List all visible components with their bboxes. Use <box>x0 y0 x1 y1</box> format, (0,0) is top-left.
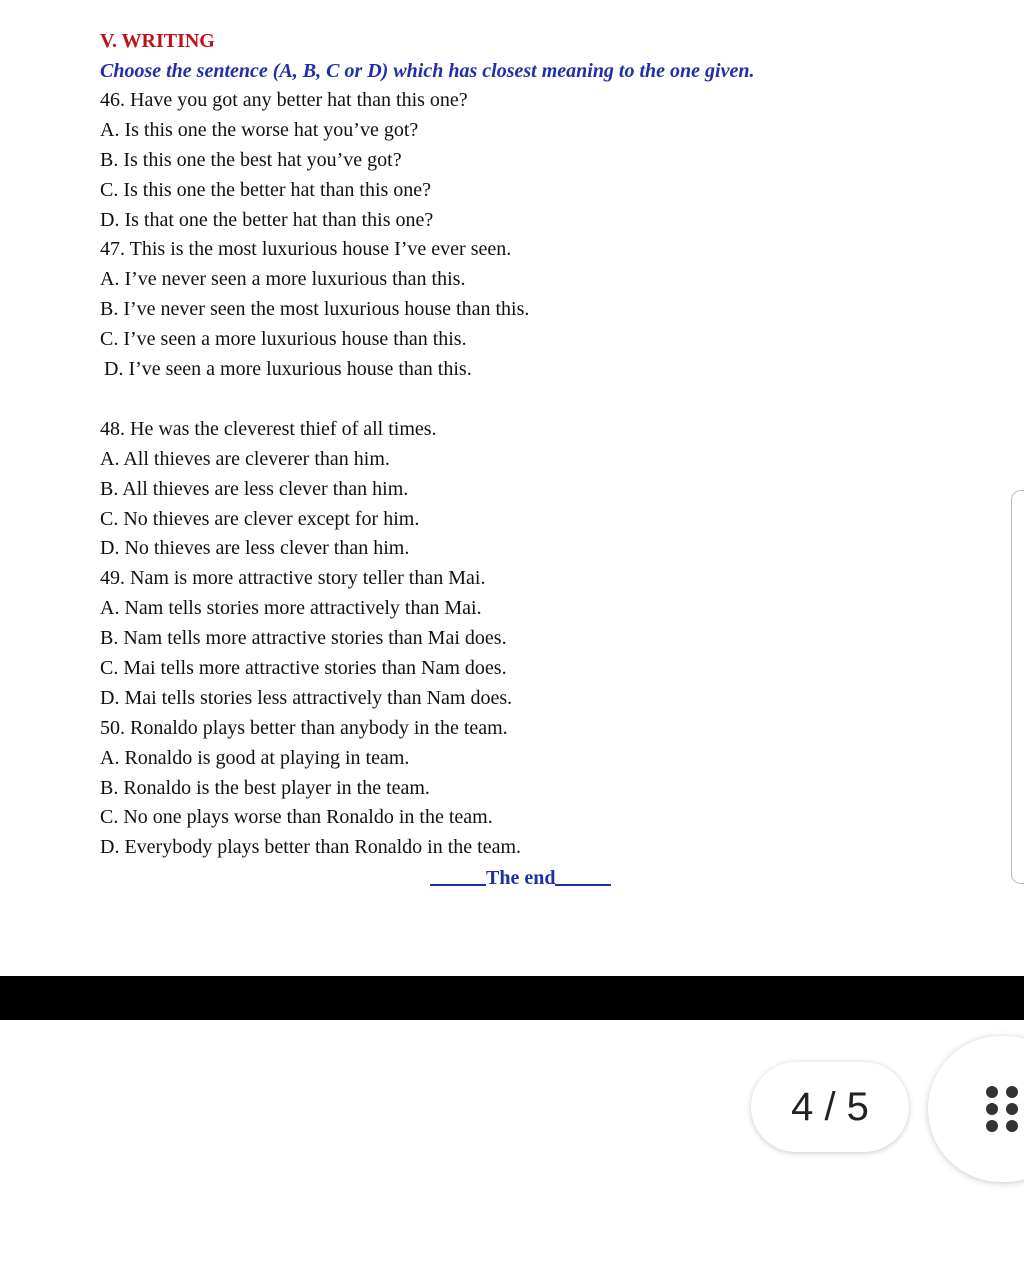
question-47-option-b: B. I’ve never seen the most luxurious house than this. <box>100 298 530 321</box>
section-title: V. WRITING <box>100 30 215 52</box>
grid-view-icon <box>986 1086 1018 1132</box>
question-48-option-d: D. No thieves are less clever than him. <box>100 537 410 560</box>
question-50-option-a: A. Ronaldo is good at playing in team. <box>100 746 410 769</box>
question-49-option-b: B. Nam tells more attractive stories than Mai does. <box>100 627 507 650</box>
page-indicator-text: 4 / 5 <box>791 1084 869 1129</box>
question-50-option-d: D. Everybody plays better than Ronaldo in the team. <box>100 836 522 859</box>
grid-dot <box>986 1120 998 1132</box>
question-46-stem: 46. Have you got any better hat than this one? <box>100 89 468 111</box>
end-rule-right <box>555 884 611 886</box>
question-48-stem: 48. He was the cleverest thief of all times. <box>100 417 437 440</box>
question-50-stem: 50. Ronaldo plays better than anybody in the team. <box>100 716 508 739</box>
side-panel-handle[interactable] <box>1011 490 1024 884</box>
question-46-option-d: D. Is that one the better hat than this one? <box>100 208 434 231</box>
question-46-option-b: B. Is this one the best hat you’ve got? <box>100 148 402 171</box>
page-separator-bar <box>0 976 1024 1020</box>
grid-dot <box>986 1103 998 1115</box>
instruction-text: Choose the sentence (A, B, C or D) which has closest meaning to the one given. <box>100 60 755 82</box>
question-46-option-c: C. Is this one the better hat than this one? <box>100 178 432 201</box>
the-end-footer <box>430 860 611 890</box>
question-49-option-d: D. Mai tells stories less attractively than Nam does. <box>100 686 513 709</box>
blank-gap <box>100 385 980 415</box>
the-end-text: The end <box>486 867 556 889</box>
question-50-option-b: B. Ronaldo is the best player in the team. <box>100 776 430 799</box>
question-47-option-c: C. I’ve seen a more luxurious house than this. <box>100 328 467 351</box>
question-48-option-b: B. All thieves are less clever than him. <box>100 477 409 500</box>
question-47-stem: 47. This is the most luxurious house I’ve ever seen. <box>100 238 512 261</box>
document-content <box>100 26 980 863</box>
page-indicator[interactable] <box>751 1062 909 1152</box>
question-49-option-c: C. Mai tells more attractive stories than Nam does. <box>100 657 507 680</box>
question-47-option-a: A. I’ve never seen a more luxurious than this. <box>100 268 466 291</box>
grid-dot <box>1006 1103 1018 1115</box>
grid-dot <box>986 1086 998 1098</box>
question-48-option-c: C. No thieves are clever except for him. <box>100 507 420 530</box>
question-47-option-d: D. I’ve seen a more luxurious house than this. <box>104 358 472 381</box>
question-49-option-a: A. Nam tells stories more attractively than Mai. <box>100 597 482 620</box>
grid-dot <box>1006 1086 1018 1098</box>
question-48-option-a: A. All thieves are cleverer than him. <box>100 447 390 470</box>
end-rule-left <box>430 884 486 886</box>
question-46-option-a: A. Is this one the worse hat you’ve got? <box>100 118 419 141</box>
question-49-stem: 49. Nam is more attractive story teller than Mai. <box>100 567 486 590</box>
grid-dot <box>1006 1120 1018 1132</box>
question-50-option-c: C. No one plays worse than Ronaldo in the team. <box>100 806 493 829</box>
